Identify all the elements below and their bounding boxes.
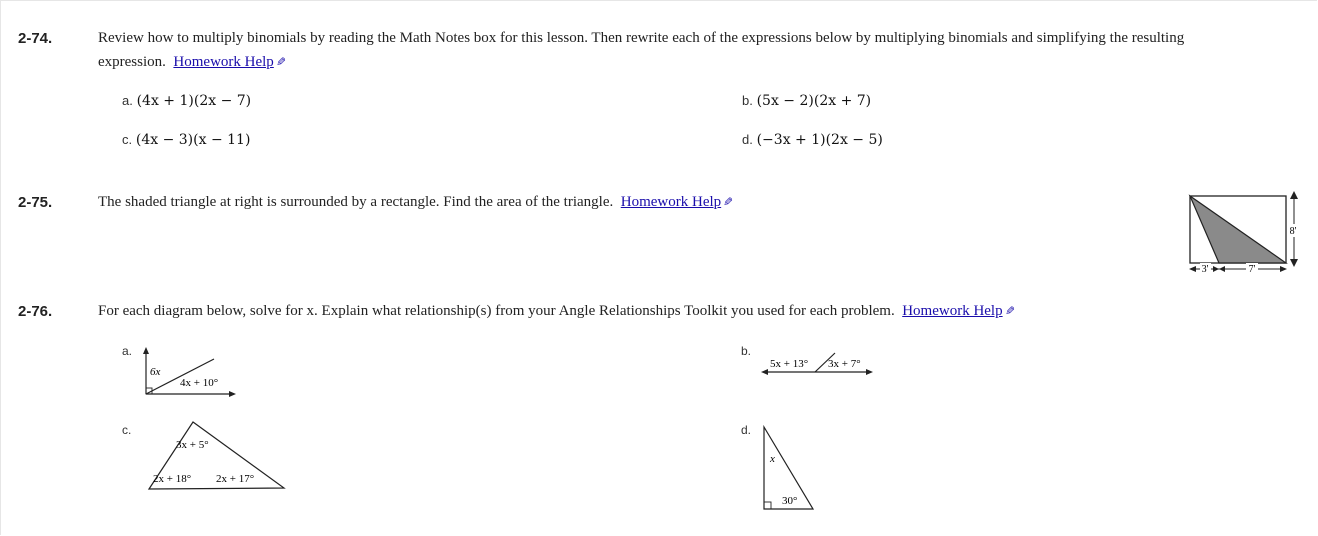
- arrow-down-icon: [1290, 259, 1298, 267]
- diagram-label: a.: [122, 344, 133, 358]
- part-expression: (−3x + 1)(2x − 5): [756, 132, 883, 148]
- problem-text-line: For each diagram below, solve for x. Explain what relationship(s) from your Angle Relationships Toolkit you used for each problem.: [98, 303, 895, 319]
- angle-label: 5x + 13°: [770, 358, 809, 370]
- homework-help-link[interactable]: Homework Help: [620, 194, 722, 210]
- problem-number: 2-75.: [18, 194, 53, 211]
- angle-label: 2x + 18°: [153, 473, 192, 485]
- angle-label: 2x + 17°: [216, 473, 255, 485]
- angle-label: 30°: [782, 495, 798, 507]
- part-label: c.: [122, 132, 133, 147]
- diagram-a-right-angle: [136, 345, 246, 405]
- height-label: 8': [1289, 226, 1297, 237]
- arrow-up-icon: [1290, 191, 1298, 199]
- arrow-right-icon: [866, 369, 873, 375]
- part-expression: (4x + 1)(2x − 7): [136, 93, 252, 109]
- angle-label: 4x + 10°: [180, 377, 219, 389]
- diagram-c-triangle: [140, 418, 290, 493]
- diagram-label: d.: [741, 423, 752, 437]
- problem-text: [98, 190, 733, 214]
- rectangle-triangle-figure: [1180, 188, 1298, 278]
- right-angle-mark: [764, 502, 771, 509]
- left-segment-label: 3': [1201, 264, 1209, 275]
- part-c: [122, 132, 250, 149]
- diagram-d-right-triangle: [758, 424, 818, 514]
- pencil-icon: ✎: [1004, 304, 1015, 318]
- problem-text: [98, 299, 1015, 323]
- part-label: d.: [742, 132, 753, 147]
- problem-text-line: The shaded triangle at right is surrounded by a rectangle. Find the area of the triangle.: [98, 194, 614, 210]
- angle-label: 3x + 7°: [828, 358, 861, 370]
- diagram-b-linear-pair: [758, 351, 878, 381]
- homework-help-link[interactable]: Homework Help: [902, 303, 1003, 319]
- part-a: [122, 93, 251, 110]
- problem-number: 2-76.: [18, 303, 53, 320]
- arrow-left-icon: [761, 369, 768, 375]
- part-label: a.: [122, 93, 133, 108]
- part-expression: (4x − 3)(x − 11): [135, 132, 251, 148]
- shaded-triangle: [1190, 196, 1286, 263]
- part-label: b.: [742, 93, 753, 108]
- pencil-icon: ✎: [275, 55, 286, 69]
- arrow-right-icon: [229, 391, 236, 397]
- angle-label: x: [770, 453, 775, 465]
- angle-label: 6x: [150, 366, 161, 378]
- part-d: [742, 132, 883, 149]
- right-segment-label: 7': [1248, 264, 1256, 275]
- part-expression: (5x − 2)(2x + 7): [756, 93, 872, 109]
- problem-text-line: expression.: [98, 54, 166, 70]
- diagram-label: c.: [122, 423, 132, 437]
- problem-text: [98, 26, 1184, 74]
- homework-help-link[interactable]: Homework Help: [173, 54, 274, 70]
- problem-number: 2-74.: [18, 30, 53, 47]
- part-b: [742, 93, 871, 110]
- pencil-icon: ✎: [723, 195, 734, 209]
- angle-label: 3x + 5°: [176, 439, 209, 451]
- arrow-left-icon: [1189, 266, 1196, 272]
- problem-text-line: Review how to multiply binomials by reading the Math Notes box for this lesson. Then rewrite each of the expressions below by multiplying binomials and simplifying the resulting: [98, 30, 1185, 46]
- arrow-right-icon: [1280, 266, 1287, 272]
- arrow-up-icon: [143, 347, 149, 354]
- diagram-label: b.: [741, 344, 752, 358]
